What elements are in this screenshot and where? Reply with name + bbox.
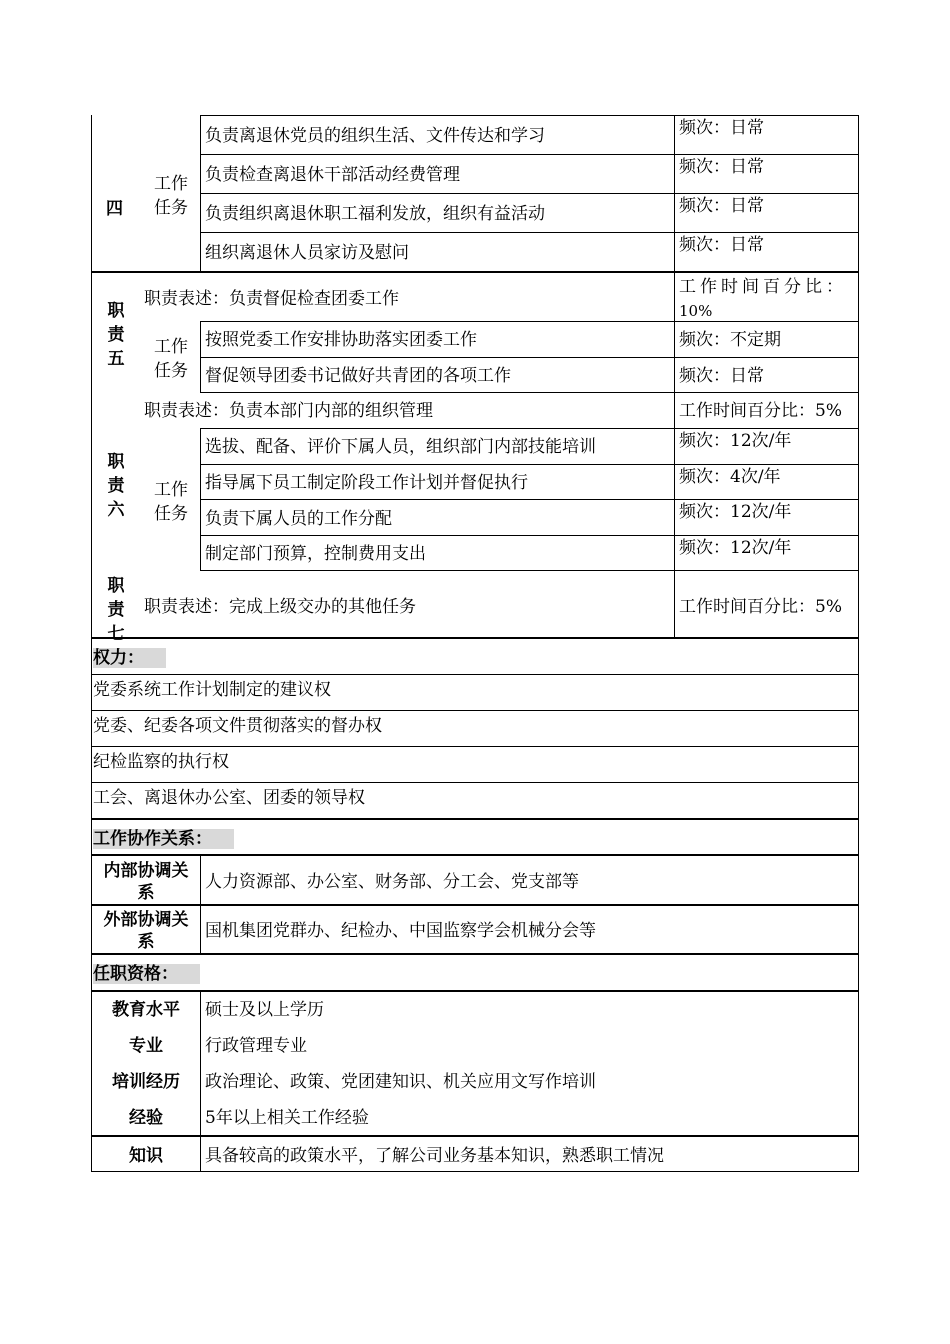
qual-label-experience: 经验 xyxy=(129,1108,163,1128)
duty6-label-char3: 六 xyxy=(107,500,125,520)
duty5-task-label xyxy=(151,335,191,383)
duty4-task-label-line2: 任务 xyxy=(154,198,188,218)
duty5-label-char2: 责 xyxy=(107,325,125,345)
internal-label xyxy=(92,860,200,904)
duty6-freq-3: 频次：12次/年 xyxy=(679,502,792,522)
power-item-2: 党委、纪委各项文件贯彻落实的督办权 xyxy=(93,716,382,736)
qualification-heading-text: 任职资格： xyxy=(93,964,200,984)
duty6-freq-2: 频次：4次/年 xyxy=(679,467,781,487)
duty4-task-label xyxy=(151,172,191,220)
power-heading-text: 权力： xyxy=(93,648,166,668)
duty4-task-label-line1: 工作 xyxy=(154,174,188,194)
duty4-label: 四 xyxy=(106,199,123,219)
duty4-freq-3: 频次：日常 xyxy=(679,196,764,216)
duty4-freq-4: 频次：日常 xyxy=(679,235,764,255)
qual-label-training: 培训经历 xyxy=(112,1072,180,1092)
duty6-task-label xyxy=(151,478,191,526)
duty6-freq-4: 频次：12次/年 xyxy=(679,538,792,558)
power-item-4: 工会、离退休办公室、团委的领导权 xyxy=(93,788,365,808)
duty7-statement: 职责表述：完成上级交办的其他任务 xyxy=(144,597,416,617)
duty4-freq-2: 频次：日常 xyxy=(679,157,764,177)
power-heading xyxy=(93,648,166,668)
internal-label-line1: 内部协调关 xyxy=(103,861,189,881)
duty6-freq-1: 频次：12次/年 xyxy=(679,431,792,451)
duty6-task-3: 负责下属人员的工作分配 xyxy=(205,509,392,529)
duty5-label-char1: 职 xyxy=(107,301,125,321)
duty7-time: 工作时间百分比：5% xyxy=(679,597,842,617)
power-item-1: 党委系统工作计划制定的建议权 xyxy=(93,680,331,700)
duty6-label xyxy=(104,450,128,522)
duty6-time: 工作时间百分比：5% xyxy=(679,401,842,421)
duty5-task-label-line1: 工作 xyxy=(154,337,188,357)
duty5-task-label-line2: 任务 xyxy=(154,361,188,381)
cooperation-heading xyxy=(93,829,234,849)
cooperation-heading-text: 工作协作关系： xyxy=(93,829,234,849)
duty4-task-2: 负责检查离退休干部活动经费管理 xyxy=(205,165,460,185)
duty5-task-2: 督促领导团委书记做好共青团的各项工作 xyxy=(205,366,511,386)
duty5-time-line1: 工作时间百分比： xyxy=(679,277,847,297)
qual-value-major: 行政管理专业 xyxy=(205,1036,307,1056)
duty6-statement: 职责表述：负责本部门内部的组织管理 xyxy=(144,401,433,421)
external-value: 国机集团党群办、纪检办、中国监察学会机械分会等 xyxy=(205,921,596,941)
duty7-label-char3: 七 xyxy=(107,624,125,644)
duty5-label xyxy=(104,299,128,371)
qual-value-training: 政治理论、政策、党团建知识、机关应用文写作培训 xyxy=(205,1072,596,1092)
duty6-task-1: 选拔、配备、评价下属人员，组织部门内部技能培训 xyxy=(205,437,596,457)
duty5-freq-2: 频次：日常 xyxy=(679,366,764,386)
qual-label-major: 专业 xyxy=(129,1036,163,1056)
duty6-task-label-line2: 任务 xyxy=(154,504,188,524)
qual-label-knowledge: 知识 xyxy=(129,1146,163,1166)
internal-value: 人力资源部、办公室、财务部、分工会、党支部等 xyxy=(205,872,579,892)
duty5-statement: 职责表述：负责督促检查团委工作 xyxy=(144,289,399,309)
duty4-task-1: 负责离退休党员的组织生活、文件传达和学习 xyxy=(205,126,545,146)
duty6-label-char2: 责 xyxy=(107,476,125,496)
duty7-label xyxy=(104,574,128,646)
power-item-3: 纪检监察的执行权 xyxy=(93,752,229,772)
duty4-task-3: 负责组织离退休职工福利发放，组织有益活动 xyxy=(205,204,545,224)
duty5-time-line2: 10% xyxy=(679,302,713,320)
duty5-label-char3: 五 xyxy=(107,349,125,369)
duty6-task-2: 指导属下员工制定阶段工作计划并督促执行 xyxy=(205,473,528,493)
qual-value-knowledge: 具备较高的政策水平，了解公司业务基本知识，熟悉职工情况 xyxy=(205,1146,664,1166)
qual-value-education: 硕士及以上学历 xyxy=(205,1000,324,1020)
duty6-task-label-line1: 工作 xyxy=(154,480,188,500)
duty5-task-1: 按照党委工作安排协助落实团委工作 xyxy=(205,330,477,350)
external-label-line1: 外部协调关 xyxy=(103,910,189,930)
duty4-task-4: 组织离退休人员家访及慰问 xyxy=(205,243,409,263)
duty5-freq-1: 频次：不定期 xyxy=(679,330,781,350)
duty6-task-4: 制定部门预算，控制费用支出 xyxy=(205,544,426,564)
qual-label-education: 教育水平 xyxy=(112,1000,180,1020)
duty4-freq-1: 频次：日常 xyxy=(679,118,764,138)
duty7-label-char1: 职 xyxy=(107,576,125,596)
qual-value-experience: 5年以上相关工作经验 xyxy=(205,1108,369,1128)
internal-label-line2: 系 xyxy=(137,883,155,903)
qualification-heading xyxy=(93,964,200,984)
duty7-label-char2: 责 xyxy=(107,600,125,620)
external-label-line2: 系 xyxy=(137,932,155,952)
duty6-label-char1: 职 xyxy=(107,452,125,472)
external-label xyxy=(92,909,200,953)
